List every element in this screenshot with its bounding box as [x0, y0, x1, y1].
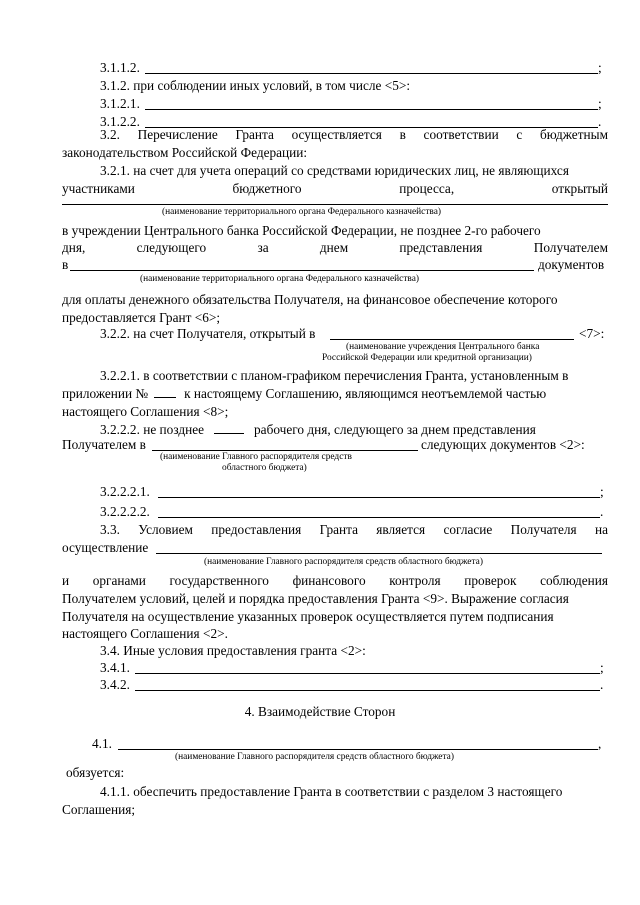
- fill-line: [156, 553, 602, 554]
- appendix-number-blank: [154, 386, 176, 398]
- fill-line: [158, 517, 600, 518]
- section-heading: 4. Взаимодействие Сторон: [244, 704, 396, 719]
- footnote-ref: <7>:: [579, 326, 605, 341]
- clause-3-2-2-2-2: 3.2.2.2.2.: [100, 504, 150, 519]
- caption-bank: Российской Федерации или кредитной организации): [322, 353, 532, 363]
- documents-text: следующих документов <2>:: [421, 437, 585, 452]
- obligation-word: обязуется:: [66, 765, 125, 780]
- line-end: .: [600, 677, 604, 692]
- clause-3-2-cont: законодательством Российской Федерации:: [62, 145, 308, 160]
- line-end: ;: [600, 484, 604, 499]
- line-end: ;: [598, 60, 602, 75]
- clause-3-2-1-payment: для оплаты денежного обязательства Получателя, на финансовое обеспечение которого: [62, 292, 558, 307]
- appendix-label: приложении №: [62, 386, 149, 401]
- line-end: ,: [598, 736, 602, 751]
- clause-3-4-1: 3.4.1.: [100, 660, 130, 675]
- clause-3-2-1-day: дня, следующего за днем представления Получателем: [62, 240, 608, 255]
- clause-3-2-1: 3.2.1. на счет для учета операций со средствами юридических лиц, не являющихся: [100, 163, 569, 178]
- clause-3-3-consent: Получателя на осуществление указанных проверок осуществляется путем подписания: [62, 609, 554, 624]
- clause-3-1-2-1: 3.1.2.1.: [100, 96, 140, 111]
- appendix-text: к настоящему Соглашению, являющимся неотъемлемой частью: [184, 386, 547, 401]
- clause-3-2-2-1: 3.2.2.1. в соответствии с планом-графиком перечисления Гранта, установленным в: [100, 368, 569, 383]
- clause-3-4-2: 3.4.2.: [100, 677, 130, 692]
- clause-4-1: 4.1.: [92, 736, 112, 751]
- clause-3-2-2-1-cont: [62, 386, 546, 402]
- clause-3-2-1-in: в: [62, 257, 69, 272]
- clause-3-2-2: 3.2.2. на счет Получателя, открытый в: [100, 326, 316, 341]
- clause-3-3-end: настоящего Соглашения <2>.: [62, 626, 228, 641]
- clause-3-1-2: 3.1.2. при соблюдении иных условий, в том числе <5>:: [100, 78, 411, 93]
- fill-line: [62, 204, 608, 205]
- fill-line: [152, 450, 418, 451]
- clause-3-3-bodies: и органами государственного финансового контроля проверок соблюдения: [62, 573, 608, 588]
- caption-treasury-body: (наименование территориального органа Федерального казначейства): [162, 207, 442, 217]
- clause-3-2-1-bank: в учреждении Центрального банка Российской Федерации, не позднее 2-го рабочего: [62, 223, 541, 238]
- fill-line: [118, 749, 598, 750]
- clause-3-3-conditions: Получателем условий, целей и порядка предоставления Гранта <9>. Выражение согласия: [62, 591, 569, 606]
- documents-word: документов: [538, 257, 605, 272]
- fill-line: [70, 270, 534, 271]
- fill-line: [135, 673, 600, 674]
- fill-line: [135, 690, 600, 691]
- caption-manager: (наименование Главного распорядителя средств областного бюджета): [204, 557, 483, 567]
- deadline-text: рабочего дня, следующего за днем представления: [254, 422, 536, 437]
- deadline-label: 3.2.2.2. не позднее: [100, 422, 205, 437]
- clause-4-1-1-cont: Соглашения;: [62, 802, 136, 817]
- clause-3-2-2-2-cont: Получателем в: [62, 437, 146, 452]
- clause-number: 3.1.1.2.: [100, 60, 140, 75]
- fill-line: [158, 497, 600, 498]
- clause-3-3-cont: осуществление: [62, 540, 149, 555]
- fill-line: [145, 73, 598, 74]
- clause-3-2-1-end: предоставляется Грант <6>;: [62, 310, 221, 325]
- caption-manager: областного бюджета): [222, 463, 307, 473]
- clause-3-2-1-cont: участниками бюджетного процесса, открытый: [62, 181, 608, 196]
- line-end: ;: [600, 660, 604, 675]
- line-end: .: [600, 504, 604, 519]
- clause-3-2: 3.2. Перечисление Гранта осуществляется в соответствии с бюджетным: [100, 127, 608, 142]
- caption-treasury-body: (наименование территориального органа Федерального казначейства): [140, 274, 420, 284]
- line-end: .: [598, 114, 602, 129]
- caption-manager: (наименование Главного распорядителя средств: [160, 452, 352, 462]
- clause-3-4: 3.4. Иные условия предоставления гранта <2>:: [100, 643, 366, 658]
- clause-3-2-2-1-end: настоящего Соглашения <8>;: [62, 404, 229, 419]
- clause-3-2-2-2: [100, 422, 536, 438]
- fill-line: [330, 339, 574, 340]
- clause-3-1-1-2: [100, 60, 140, 76]
- clause-3-3: 3.3. Условием предоставления Гранта является согласие Получателя на: [100, 522, 608, 537]
- fill-line: [145, 109, 598, 110]
- day-count-blank: [214, 422, 244, 434]
- line-end: ;: [598, 96, 602, 111]
- clause-4-1-1: 4.1.1. обеспечить предоставление Гранта в соответствии с разделом 3 настоящего: [100, 784, 563, 799]
- caption-bank: (наименование учреждения Центрального банка: [346, 342, 540, 352]
- clause-3-2-2-2-1: 3.2.2.2.1.: [100, 484, 150, 499]
- clause-3-1-2-2: 3.1.2.2.: [100, 114, 140, 129]
- caption-manager: (наименование Главного распорядителя средств областного бюджета): [175, 752, 454, 762]
